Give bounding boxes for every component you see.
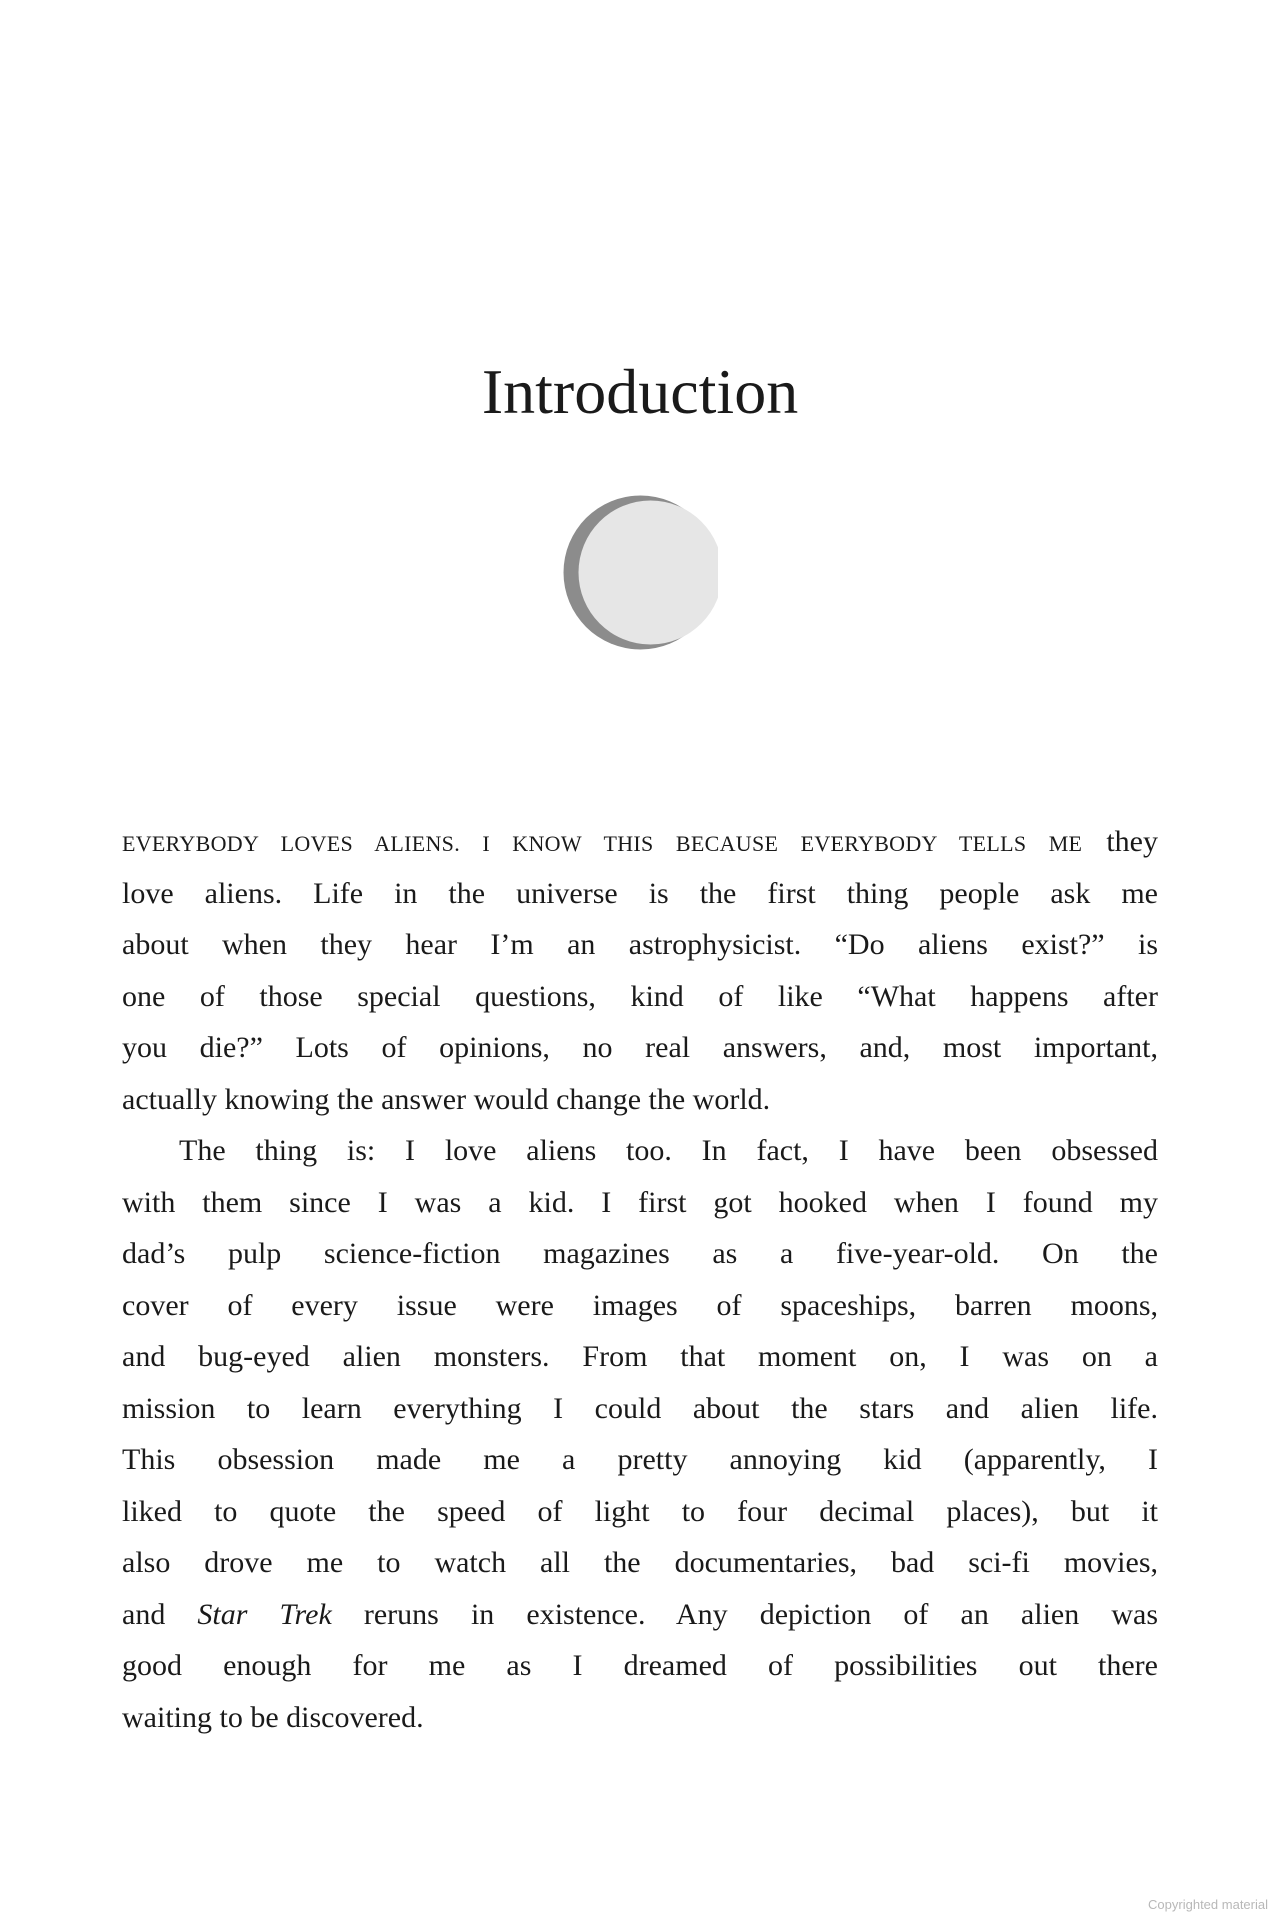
text-line: and bug-eyed alien monsters. From that moment on, I was on a [122,1340,1158,1373]
text-line: one of those special questions, kind of like “What happens after [122,979,1158,1013]
body-text [122,816,1158,1743]
text-line: EVERYBODY LOVES ALIENS. I KNOW THIS BECAUSE EVERYBODY TELLS ME they [122,825,1158,858]
chapter-title: Introduction [481,356,799,427]
text-line: This obsession made me a pretty annoying kid (apparently, I [122,1443,1158,1476]
text-line: liked to quote the speed of light to four decimal places), but it [122,1494,1158,1528]
text-line: The thing is: I love aliens too. In fact, I have been obsessed [179,1134,1158,1167]
paragraph-1 [122,816,1158,1125]
text-line: also drove me to watch all the documentaries, bad sci-fi movies, [122,1546,1158,1579]
moon-icon [563,495,718,650]
text-line: good enough for me as I dreamed of possibilities out there [122,1649,1158,1682]
small-caps-opening: EVERYBODY LOVES ALIENS. I KNOW THIS BECAUSE EVERYBODY TELLS ME [122,831,1083,856]
text-line: love aliens. Life in the universe is the first thing people ask me [122,876,1158,910]
text-line: with them since I was a kid. I first got hooked when I found my [122,1185,1158,1219]
text-line: dad’s pulp science-fiction magazines as a five-year-old. On the [122,1237,1158,1270]
text-line: and Star Trek reruns in existence. Any depiction of an alien was [122,1597,1158,1631]
italic-title: Star Trek [197,1597,332,1631]
text-line: mission to learn everything I could about the stars and alien life. [122,1391,1158,1425]
text-line: waiting to be discovered. [122,1700,424,1734]
watermark: Copyrighted material [1148,1897,1268,1912]
text-line: you die?” Lots of opinions, no real answers, and, most important, [122,1031,1158,1064]
text-line: actually knowing the answer would change the world. [122,1082,771,1116]
text-line: about when they hear I’m an astrophysicist. “Do aliens exist?” is [122,928,1158,961]
paragraph-2 [122,1125,1158,1743]
text-line: cover of every issue were images of spaceships, barren moons, [122,1288,1158,1322]
